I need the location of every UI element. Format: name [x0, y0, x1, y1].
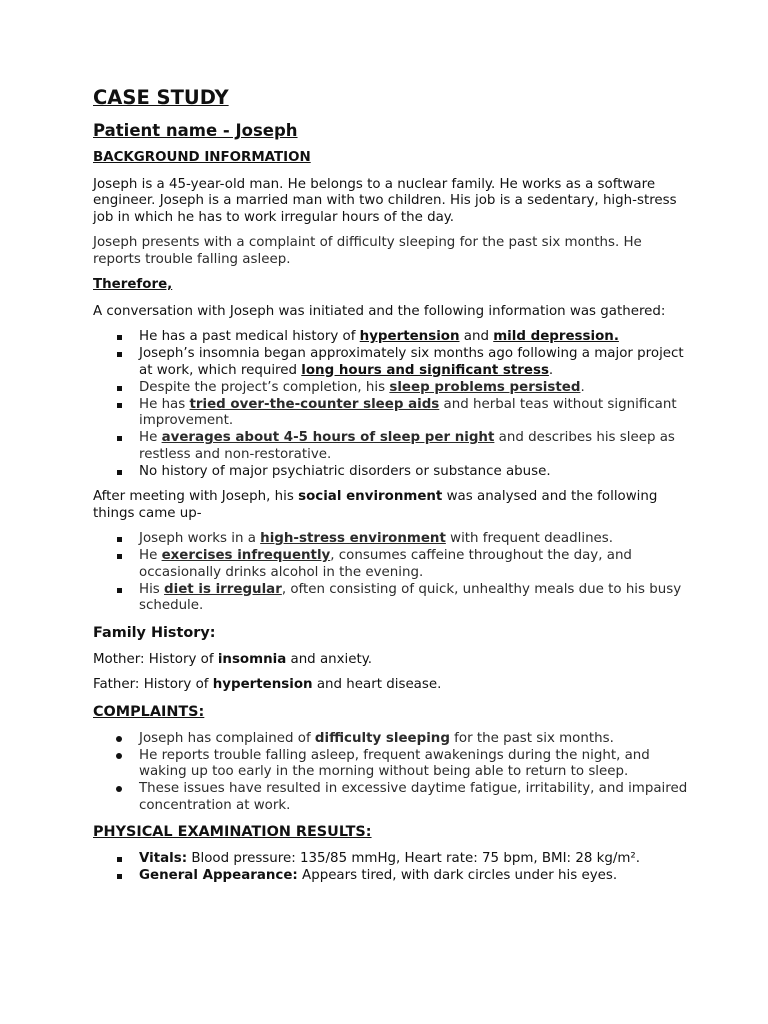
complaints-list [93, 731, 693, 815]
list-item: Vitals: Blood pressure: 135/85 mmHg, Heart rate: 75 bpm, BMI: 28 kg/m². [93, 851, 693, 868]
background-heading: BACKGROUND INFORMATION [93, 150, 311, 165]
father-history: Father: History of hypertension and heart disease. [93, 677, 442, 692]
list-item: He exercises infrequently, consumes caffeine throughout the day, and occasionally drinks alcohol in the evening. [93, 548, 693, 581]
list-item: Joseph’s insomnia began approximately six months ago following a major project at work, which required long hours and significant stress. [93, 346, 693, 379]
history-list [93, 329, 693, 480]
physical-exam-list [93, 851, 693, 885]
conversation-intro: A conversation with Joseph was initiated and the following information was gathered: [93, 303, 666, 319]
social-list [93, 531, 693, 615]
list-item: He has tried over-the-counter sleep aids and herbal teas without significant improvement. [93, 397, 693, 430]
document-page [93, 86, 693, 894]
family-history-heading: Family History: [93, 624, 216, 641]
physical-exam-heading: PHYSICAL EXAMINATION RESULTS: [93, 824, 372, 840]
list-item: His diet is irregular, often consisting of quick, unhealthy meals due to his busy schedule. [93, 582, 693, 615]
list-item: General Appearance: Appears tired, with dark circles under his eyes. [93, 868, 693, 885]
list-item: He has a past medical history of hypertension and mild depression. [93, 329, 693, 346]
social-intro: After meeting with Joseph, his social environment was analysed and the following things came up- [93, 489, 658, 521]
patient-name-heading: Patient name - Joseph [93, 121, 298, 140]
background-paragraph-1: Joseph is a 45-year-old man. He belongs to a nuclear family. He works as a software engineer. Joseph is a married man with two children. His job is a sedentary, high-stress job in which he has to work irregular hours of the day. [93, 176, 677, 225]
document-title: CASE STUDY [93, 86, 229, 109]
list-item: Joseph has complained of difficulty sleeping for the past six months. [93, 731, 693, 748]
list-item: These issues have resulted in excessive daytime fatigue, irritability, and impaired concentration at work. [93, 781, 693, 814]
background-paragraph-2: Joseph presents with a complaint of difficulty sleeping for the past six months. He reports trouble falling asleep. [93, 235, 642, 267]
list-item: No history of major psychiatric disorders or substance abuse. [93, 464, 693, 481]
list-item: He reports trouble falling asleep, frequent awakenings during the night, and waking up too early in the morning without being able to return to sleep. [93, 748, 693, 781]
list-item: Despite the project’s completion, his sleep problems persisted. [93, 380, 693, 397]
therefore-heading: Therefore, [93, 277, 173, 292]
mother-history: Mother: History of insomnia and anxiety. [93, 651, 373, 667]
complaints-heading: COMPLAINTS: [93, 703, 205, 720]
list-item: Joseph works in a high-stress environment with frequent deadlines. [93, 531, 693, 548]
list-item: He averages about 4-5 hours of sleep per night and describes his sleep as restless and non-restorative. [93, 430, 693, 463]
